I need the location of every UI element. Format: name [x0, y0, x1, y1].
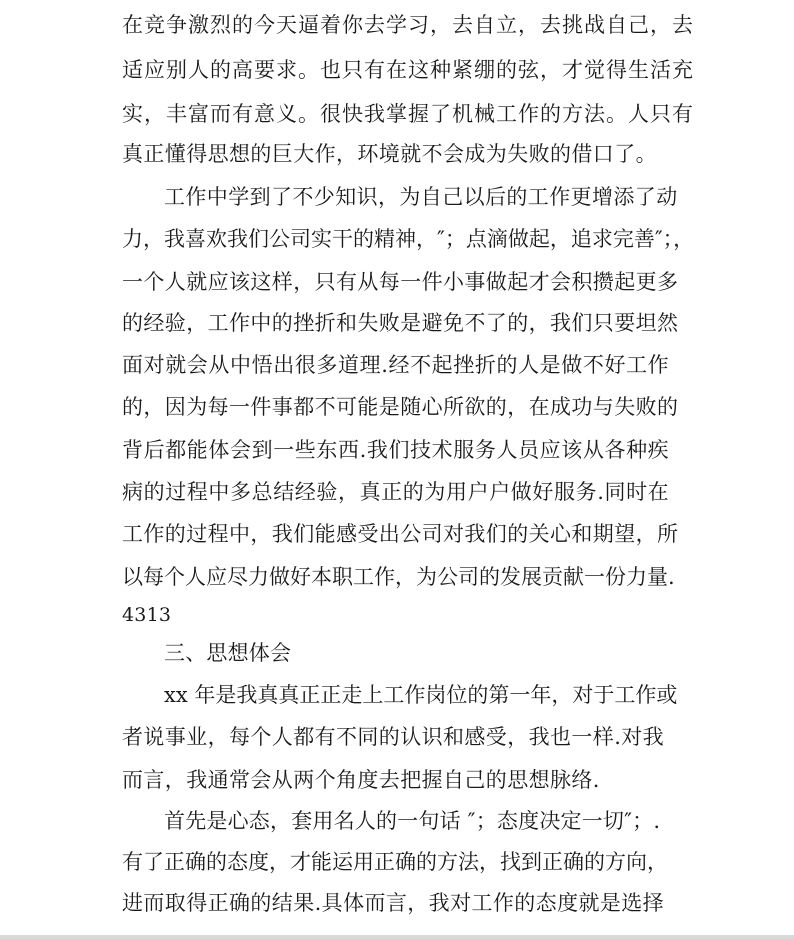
text-line: 力，我喜欢我们公司实干的精神，″；点滴做起，追求完善″；， — [122, 227, 695, 251]
text-line: 首先是心态，套用名人的一句话 ″；态度决定一切″；. — [164, 809, 661, 833]
page-bottom-border — [0, 935, 794, 939]
text-line: 背后都能体会到一些东西.我们技术服务人员应该从各种疾 — [122, 438, 670, 462]
text-line: 有了正确的态度，才能运用正确的方法，找到正确的方向， — [122, 850, 668, 874]
section-heading: 三、思想体会 — [164, 641, 292, 665]
text-line: xx 年是我真真正正走上工作岗位的第一年，对于工作或 — [164, 683, 678, 707]
text-line: 工作的过程中，我们能感受出公司对我们的关心和期望，所 — [122, 522, 679, 546]
text-line: 实，丰富而有意义。很快我掌握了机械工作的方法。人只有 — [122, 102, 694, 126]
text-line: 真正懂得思想的巨大作，环境就不会成为失败的借口了。 — [122, 142, 657, 166]
text-line: 而言，我通常会从两个角度去把握自己的思想脉络. — [122, 768, 600, 792]
text-line: 在竞争激烈的今天逼着你去学习，去自立，去挑战自己，去 — [122, 13, 694, 37]
text-line: 进而取得正确的结果.具体而言，我对工作的态度就是选择 — [122, 891, 665, 915]
text-line: 适应别人的高要求。也只有在这种紧绷的弦，才觉得生活充 — [122, 58, 694, 82]
page-number: 4313 — [122, 604, 172, 626]
text-line: 一个人就应该这样，只有从每一件小事做起才会积攒起更多 — [122, 270, 679, 294]
text-line: 工作中学到了不少知识，为自己以后的工作更增添了动 — [164, 185, 678, 209]
text-line: 的经验，工作中的挫折和失败是避免不了的，我们只要坦然 — [122, 311, 679, 335]
text-line: 病的过程中多总结经验，真正的为用户户做好服务.同时在 — [122, 480, 670, 504]
text-line: 以每个人应尽力做好本职工作，为公司的发展贡献一份力量. — [122, 565, 675, 589]
text-line: 的，因为每一件事都不可能是随心所欲的，在成功与失败的 — [122, 395, 679, 419]
text-line: 面对就会从中悟出很多道理.经不起挫折的人是做不好工作 — [122, 353, 670, 377]
text-line: 者说事业，每个人都有不同的认识和感受，我也一样.对我 — [122, 725, 665, 749]
